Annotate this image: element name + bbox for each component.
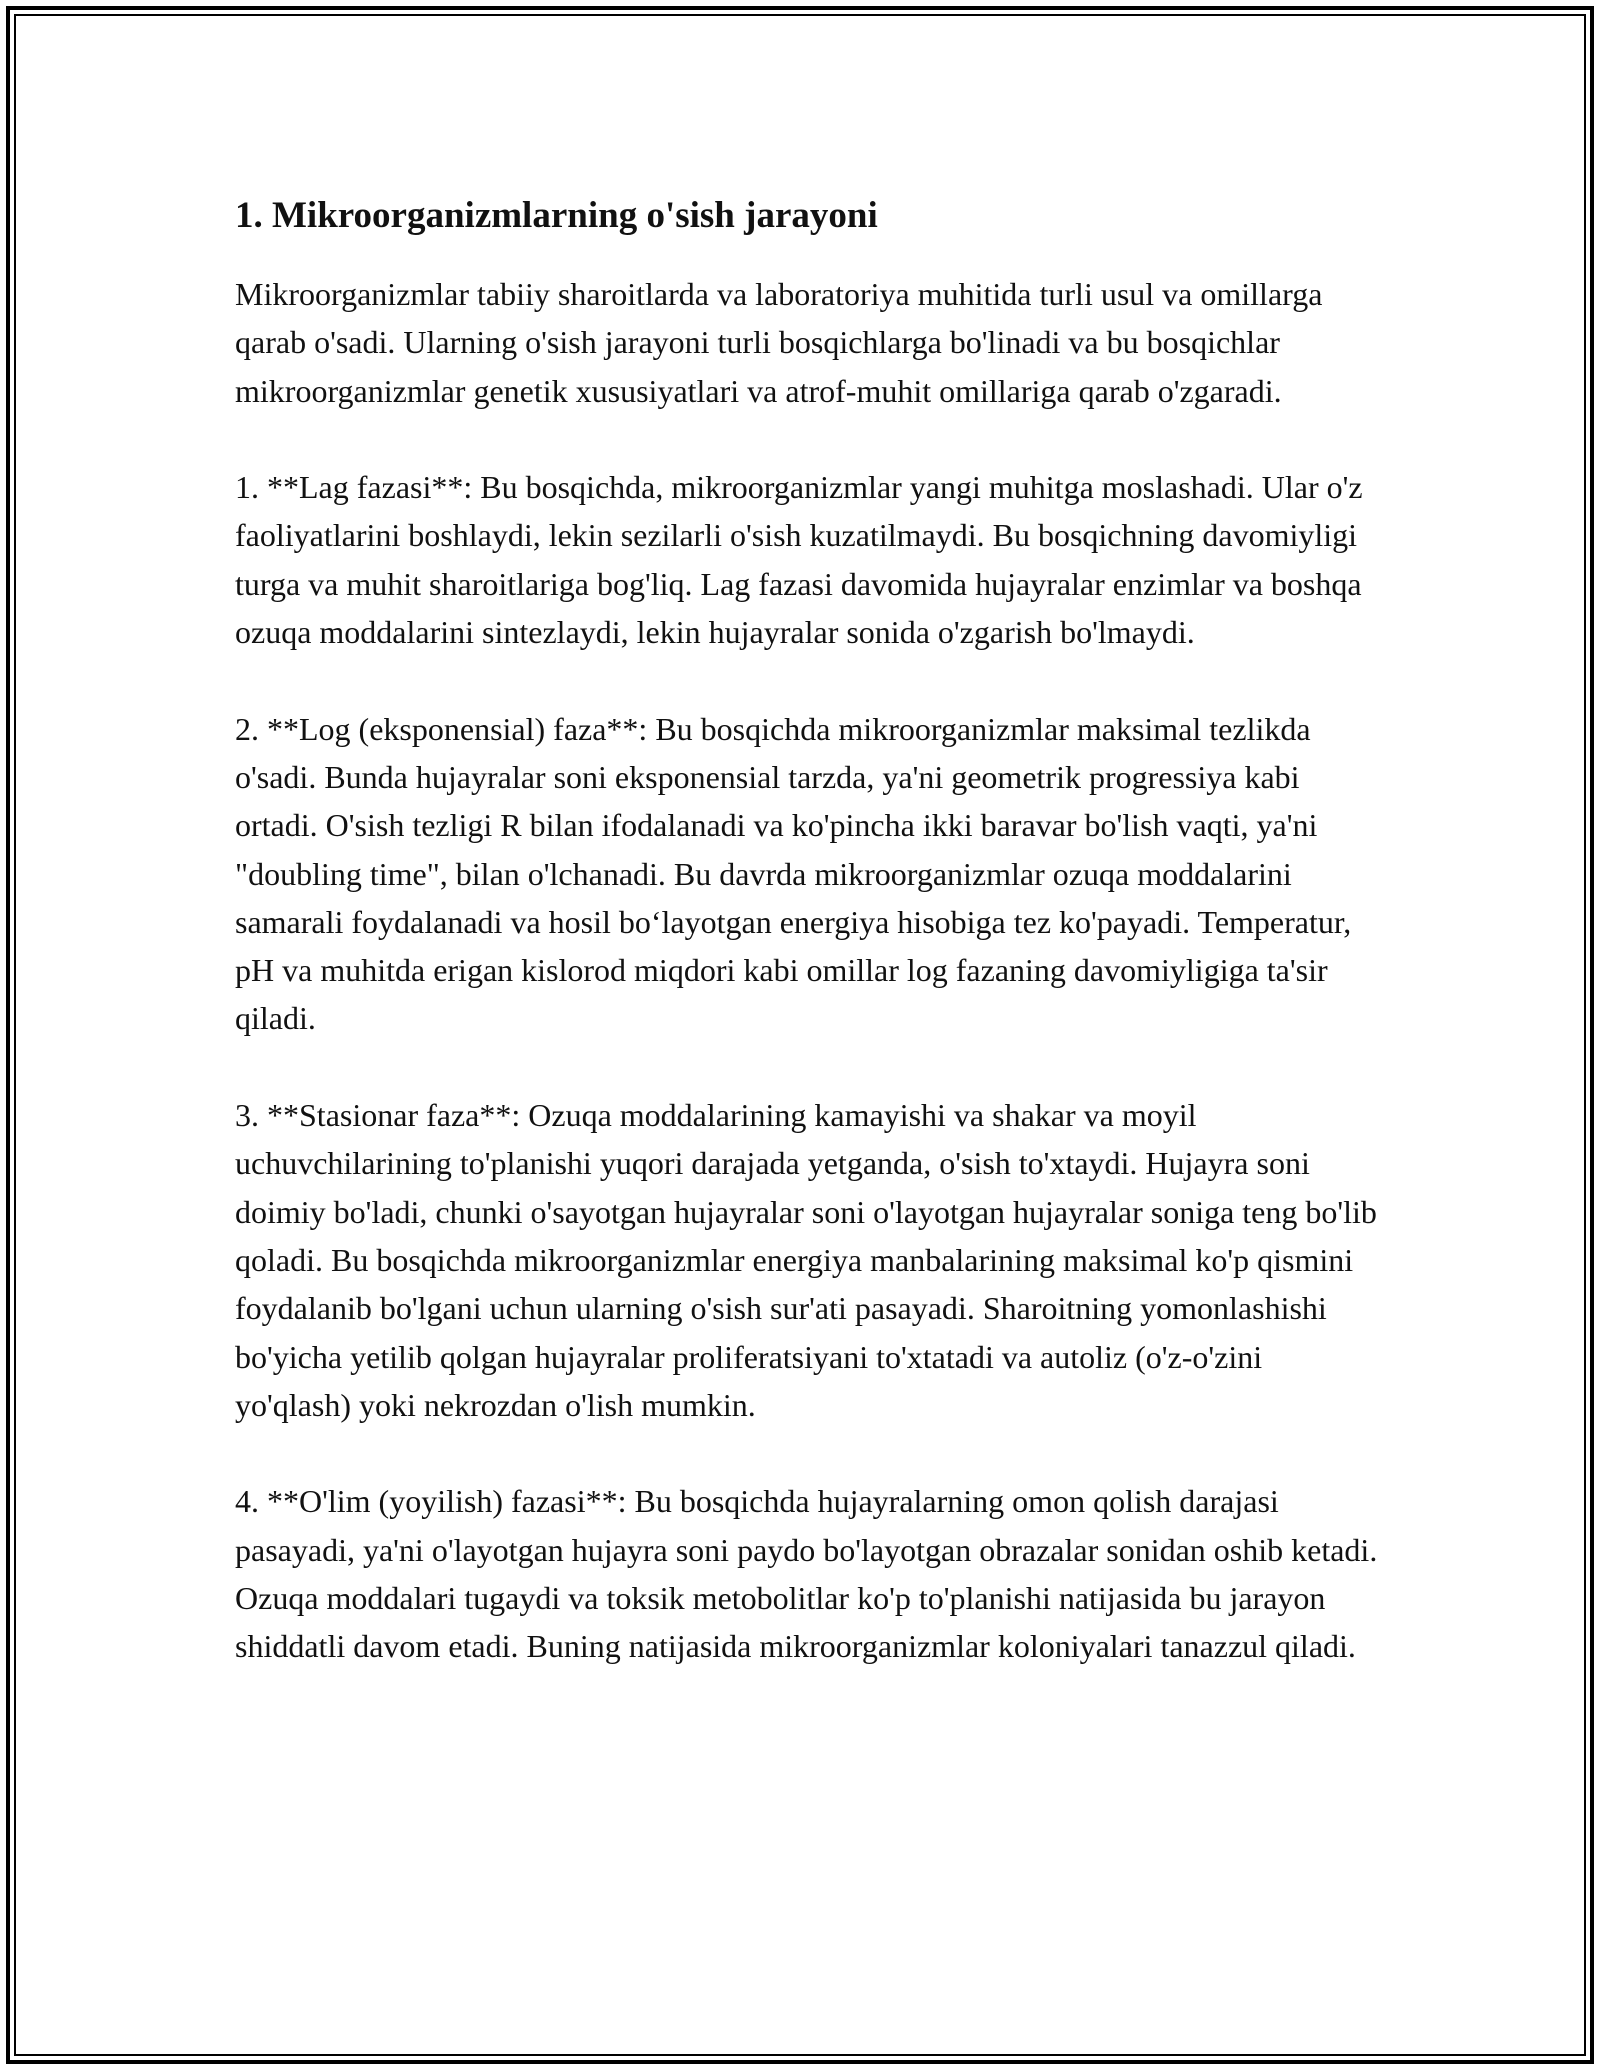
lag-phase-paragraph: 1. **Lag fazasi**: Bu bosqichda, mikroorganizmlar yangi muhitga moslashadi. Ular o'z faoliyatlarini boshlaydi, lekin sezilarli o'sish kuzatilmaydi. Bu bosqichning davomiyligi turga va muhit sharoitlariga bog'liq. Lag fazasi davomida hujayralar enzimlar va boshqa ozuqa moddalarini sintezlaydi, lekin hujayralar sonida o'zgarish bo'lmaydi. [235,469,1363,651]
stationary-phase-paragraph: 3. **Stasionar faza**: Ozuqa moddalarining kamayishi va shakar va moyil uchuvchilarining to'planishi yuqori darajada yetganda, o'sish to'xtaydi. Hujayra soni doimiy bo'ladi, chunki o'sayotgan hujayralar soni o'layotgan hujayralar soniga teng bo'lib qoladi. Bu bosqichda mikroorganizmlar energiya manbalarining maksimal ko'p qismini foydalanib bo'lgani uchun ularning o'sish sur'ati pasayadi. Sharoitning yomonlashishi bo'yicha yetilib qolgan hujayralar proliferatsiyani to'xtatadi va autoliz (o'z-o'zini yo'qlash) yoki nekrozdan o'lish mumkin. [235,1097,1377,1423]
document-title: 1. Mikroorganizmlarning o'sish jarayoni [235,195,878,236]
intro-paragraph: Mikroorganizmlar tabiiy sharoitlarda va laboratoriya muhitida turli usul va omillarga qarab o'sadi. Ularning o'sish jarayoni turli bosqichlarga bo'linadi va bu bosqichlar mikroorganizmlar genetik xususiyatlari va atrof-muhit omillariga qarab o'zgaradi. [235,276,1323,409]
log-phase-paragraph: 2. **Log (eksponensial) faza**: Bu bosqichda mikroorganizmlar maksimal tezlikda o'sadi. Bunda hujayralar soni eksponensial tarzda, ya'ni geometrik progressiya kabi ortadi. O'sish tezligi R bilan ifodalanadi va ko'pincha ikki baravar bo'lish vaqti, ya'ni "doubling time", bilan o'lchanadi. Bu davrda mikroorganizmlar ozuqa moddalarini samarali foydalanadi va hosil bo‘layotgan energiya hisobiga tez ko'payadi. Temperatur, pH va muhitda erigan kislorod miqdori kabi omillar log fazaning davomiyligiga ta'sir qiladi. [235,710,1352,1037]
document-body [235,188,1385,1719]
death-phase-paragraph: 4. **O'lim (yoyilish) fazasi**: Bu bosqichda hujayralarning omon qolish darajasi pasayadi, ya'ni o'layotgan hujayra soni paydo bo'layotgan obrazalar sonidan oshib ketadi. Ozuqa moddalari tugaydi va toksik metobolitlar ko'p to'planishi natijasida bu jarayon shiddatli davom etadi. Buning natijasida mikroorganizmlar koloniyalari tanazzul qiladi. [235,1483,1378,1665]
